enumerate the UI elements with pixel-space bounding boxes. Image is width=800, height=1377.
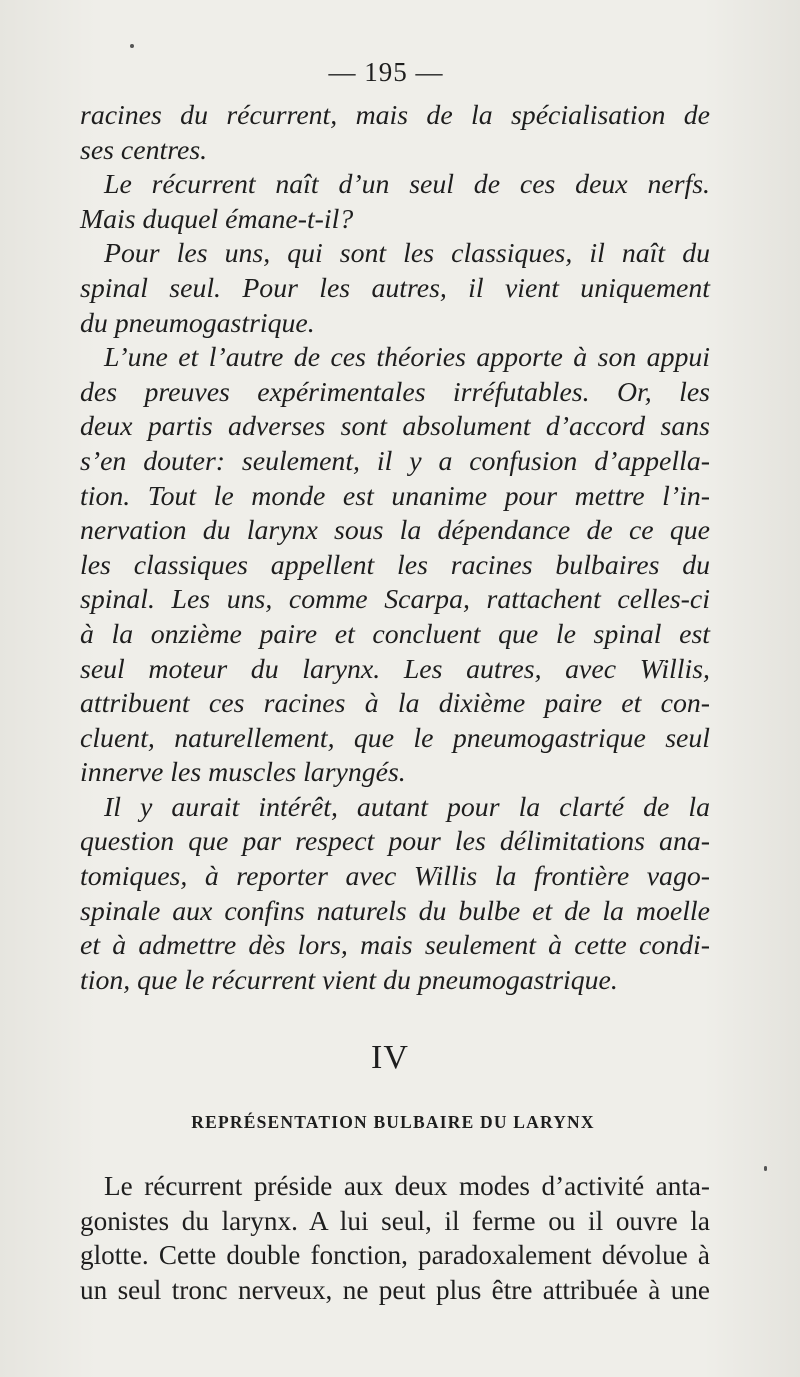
text-line: un seul tronc nerveux, ne peut plus être attribuée à une <box>80 1274 710 1305</box>
text-line: ses centres. <box>80 134 208 166</box>
text-line: spinal seul. Pour les autres, il vient uniquement <box>80 272 710 304</box>
text-line: des preuves expérimentales irréfutables. Or, les <box>80 376 710 408</box>
text-line: Le récurrent naît d’un seul de ces deux nerfs. <box>104 169 710 201</box>
text-line: racines du récurrent, mais de la spécialisation de <box>80 100 710 131</box>
text-line: Le récurrent préside aux deux modes d’activité anta- <box>104 1171 710 1201</box>
ink-speck <box>130 44 134 48</box>
text-line: seul moteur du larynx. Les autres, avec Willis, <box>80 653 710 685</box>
text-line: du pneumogastrique. <box>80 307 315 339</box>
text-line: glotte. Cette double fonction, paradoxalement dévolue à <box>80 1240 710 1271</box>
section-heading: REPRÉSENTATION BULBAIRE DU LARYNX <box>191 1112 595 1132</box>
text-line: tion, que le récurrent vient du pneumogastrique. <box>80 964 618 996</box>
roman-text-block <box>80 1169 710 1307</box>
text-line: innerve les muscles laryngés. <box>80 757 406 789</box>
text-line: à la onzième paire et concluent que le spinal est <box>80 618 710 650</box>
text-line: Pour les uns, qui sont les classiques, il naît du <box>104 238 710 270</box>
text-line: deux partis adverses sont absolument d’accord sans <box>80 411 710 443</box>
text-line: question que par respect pour les délimitations ana- <box>80 826 710 858</box>
text-line: gonistes du larynx. A lui seul, il ferme ou il ouvre la <box>80 1205 710 1236</box>
text-line: Il y aurait intérêt, autant pour la clarté de la <box>104 791 710 823</box>
text-line: tion. Tout le monde est unanime pour mettre l’in- <box>80 480 710 512</box>
text-line: spinale aux confins naturels du bulbe et de la moelle <box>80 895 710 927</box>
page-number: — 195 — <box>328 57 444 87</box>
italic-text-block <box>80 99 710 998</box>
text-line: et à admettre dès lors, mais seulement à cette condi- <box>80 930 710 962</box>
text-line: les classiques appellent les racines bulbaires du <box>80 549 710 581</box>
text-line: L’une et l’autre de ces théories apporte à son appui <box>104 342 710 374</box>
text-line: nervation du larynx sous la dépendance de ce que <box>80 515 710 547</box>
ink-speck <box>764 1166 767 1171</box>
text-line: s’en douter: seulement, il y a confusion d’appella- <box>80 445 710 477</box>
text-line: Mais duquel émane-t-il? <box>80 203 354 235</box>
text-line: tomiques, à reporter avec Willis la frontière vago- <box>80 861 710 893</box>
text-line: spinal. Les uns, comme Scarpa, rattachent celles-ci <box>80 584 710 616</box>
text-line: attribuent ces racines à la dixième paire et con- <box>80 688 710 720</box>
section-number: IV <box>371 1039 409 1076</box>
text-line: cluent, naturellement, que le pneumogastrique seul <box>80 722 710 754</box>
